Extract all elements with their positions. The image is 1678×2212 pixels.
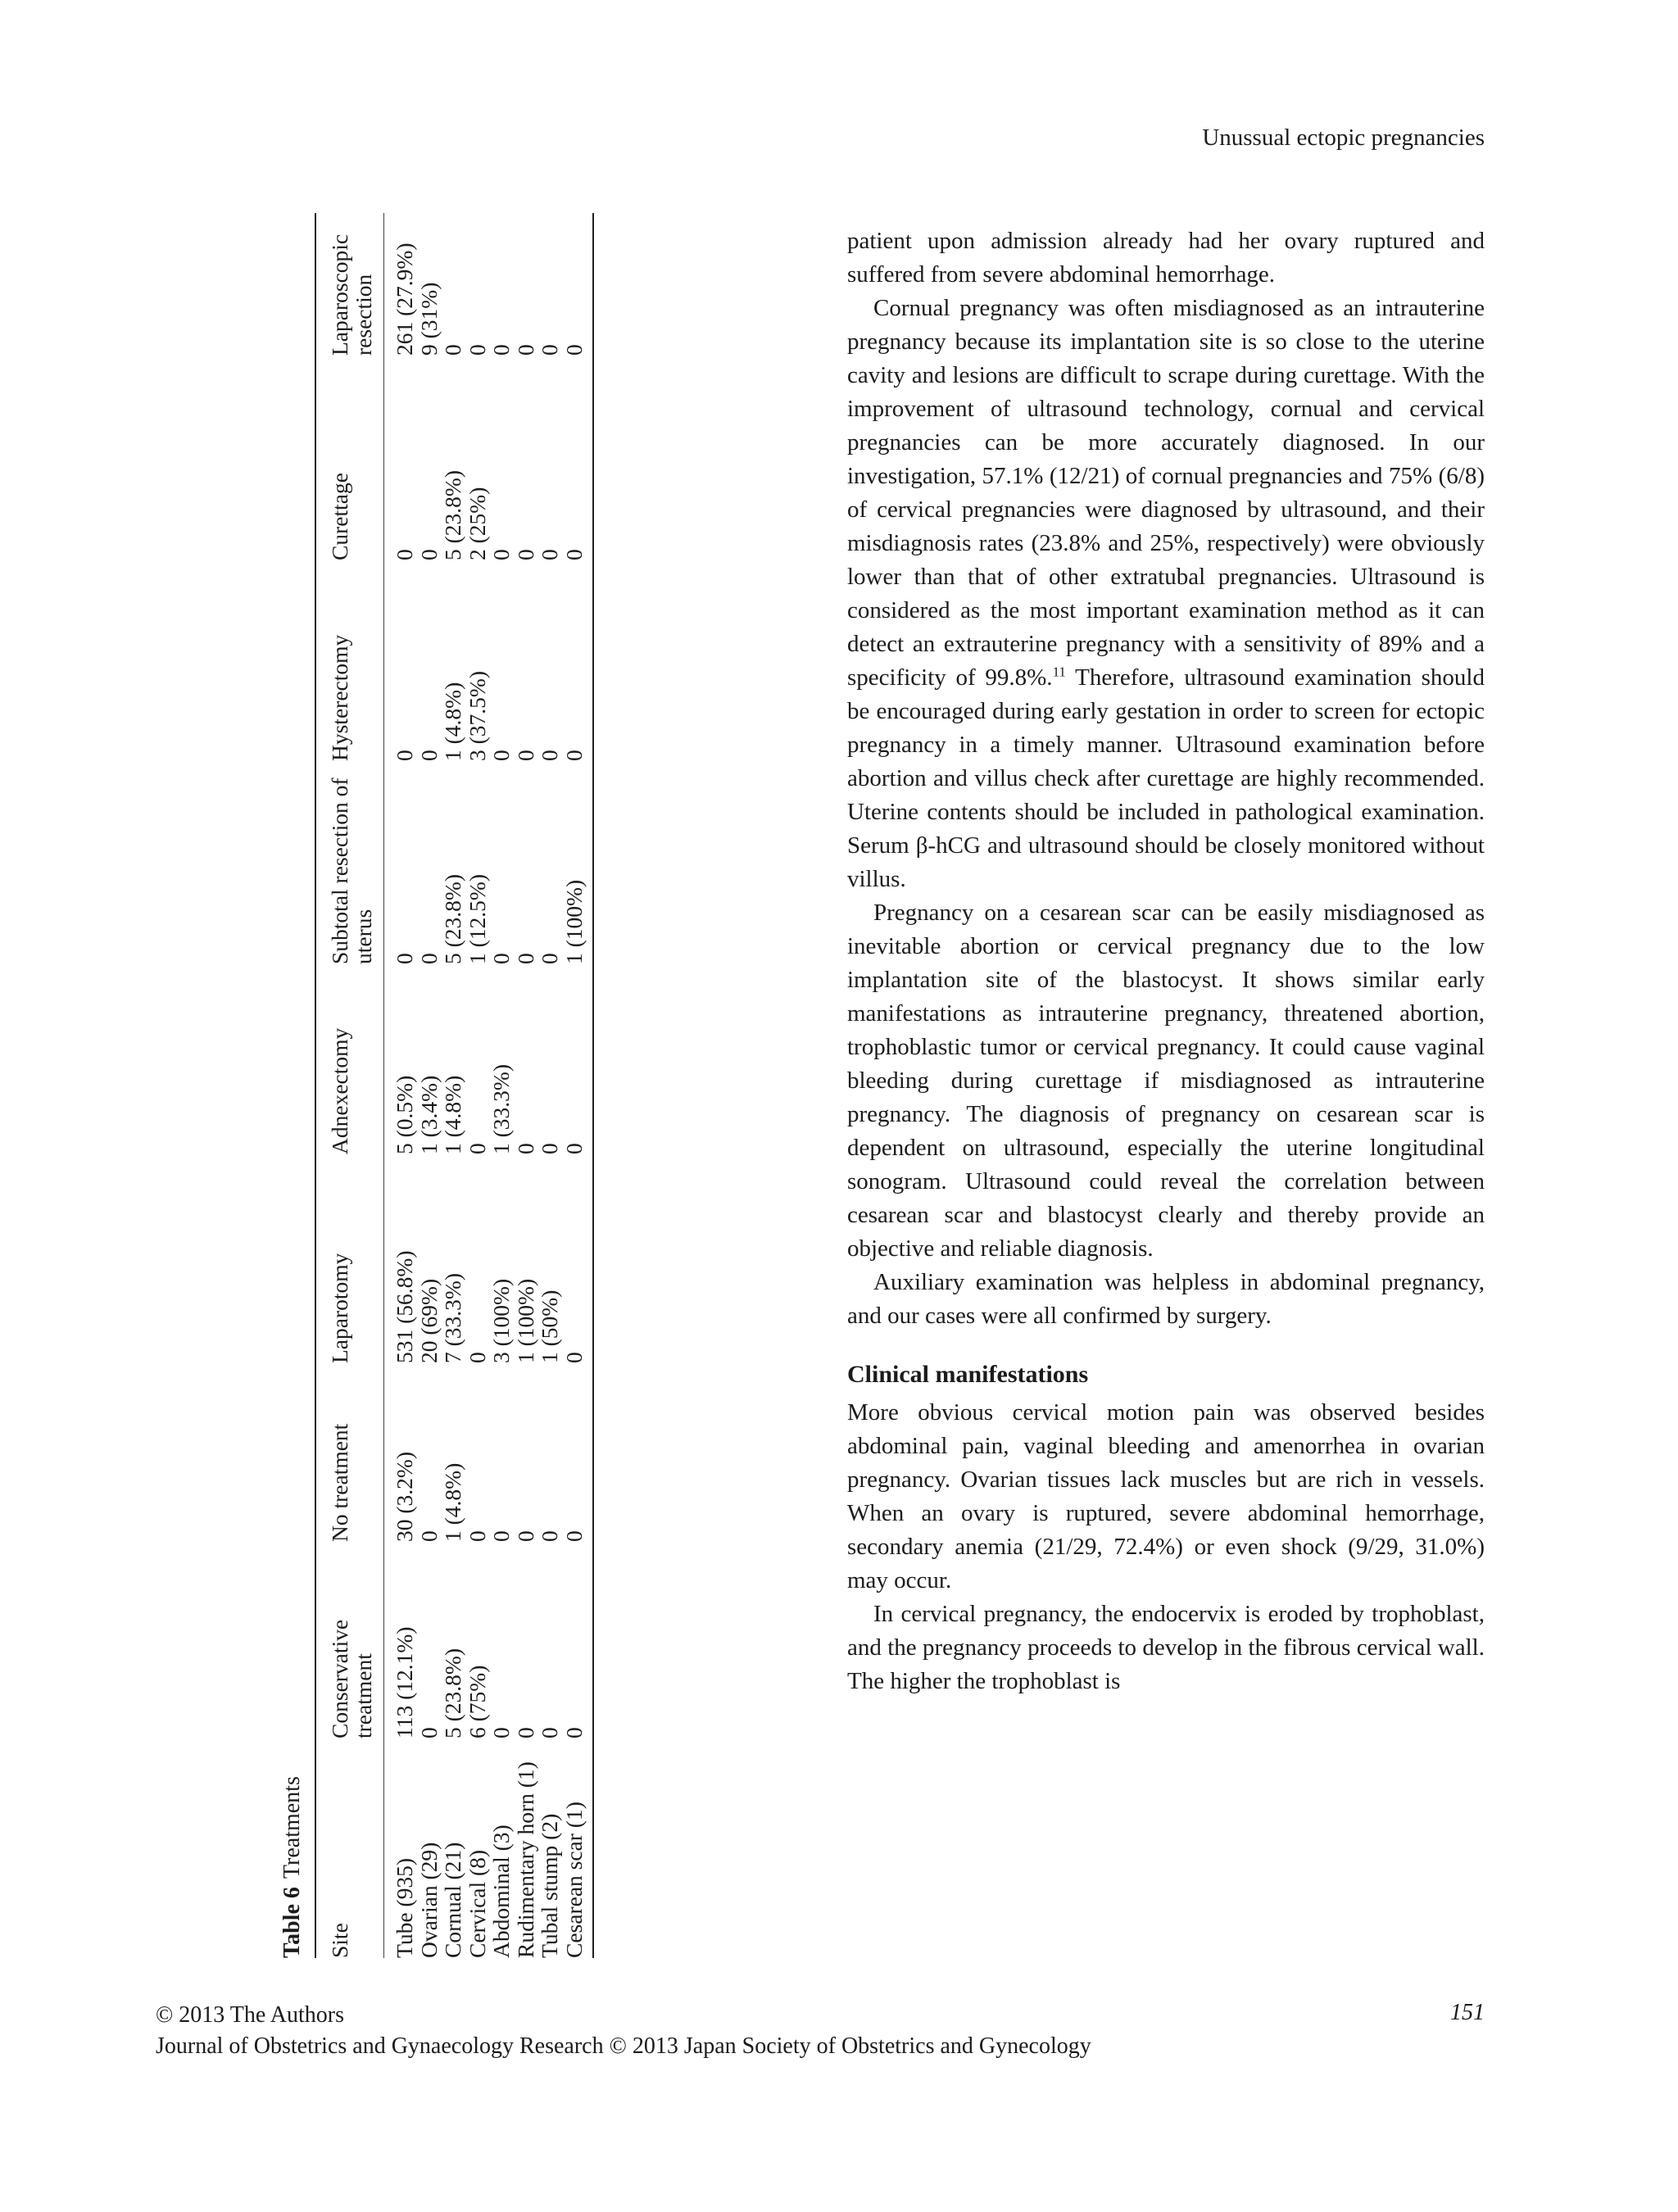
table-row [465,213,490,1958]
table-cell: 1 (3.4%) [415,1075,442,1154]
table-cell: 0 [488,750,514,761]
table-cell: 0 [537,953,562,964]
table-cell: 0 [512,1727,538,1738]
table-cell: 0 [512,1143,538,1154]
table-cell: 0 [392,549,417,560]
table-cell: 30 (3.2%) [392,1452,417,1542]
table-cell: Cervical (8) [464,1849,490,1958]
table-cell: 1 (33.3%) [488,1064,514,1154]
table-cell: 0 [560,1530,587,1542]
table-cell: 7 (33.3%) [440,1273,465,1363]
paragraph-text: Cornual pregnancy was often misdiagnosed as an intrauterine pregnancy because its implantation site is so close to the uterine cavity and lesions are difficult to scrape during curettage. With the improvement of ultrasound technology, cornual and cervical pregnancies can be more accurately diagnosed. In our investigation, 57.1% (12/21) of cornual pregnancies and 75% (6/8) of cervical pregnancies were diagnosed by ultrasound, and their misdiagnosis rates (23.8% and 25%, respectively) were obviously lower than that of other extratubal pregnancies. Ultrasound is considered as the most important examination method as it can detect an extrauterine pregnancy with a sensitivity of 89% and a specificity of 99.8%. [847,295,1485,691]
table-cell: Ovarian (29) [415,1842,442,1958]
table-cell: 3 (100%) [488,1278,514,1363]
table-row [489,213,514,1958]
table-cell: 0 [415,549,442,560]
paragraph: Pregnancy on a cesarean scar can be easily misdiagnosed as inevitable abortion or cervical pregnancy due to the low implantation site of the blastocyst. It shows similar early manifestations as intrauterine pregnancy, threatened abortion, trophoblastic tumor or cervical pregnancy. It could cause vaginal bleeding during curettage if misdiagnosed as intrauterine pregnancy. The diagnosis of pregnancy on cesarean scar is dependent on ultrasound, especially the uterine longitudinal sonogram. Ultrasound could reveal the correlation between cesarean scar and blastocyst clearly and thereby provide an objective and reliable diagnosis. [847,900,1485,1262]
table-cell: Tube (935) [392,1858,417,1958]
table-cell: 9 (31%) [415,282,442,356]
table-cell: 0 [415,953,442,964]
table-cell: Abdominal (3) [488,1824,514,1958]
column-header: No treatment [315,1363,384,1542]
table-cell: 0 [560,344,587,356]
page-number: 151 [1450,2000,1485,2025]
table-cell: 5 (23.8%) [440,470,465,560]
paragraph: Auxiliary examination was helpless in abdominal pregnancy, and our cases were all confirmed by surgery. [847,1269,1485,1329]
table-cell: 3 (37.5%) [464,671,490,761]
running-head: Unussual ectopic pregnancies [1202,125,1485,151]
table-cell: Rudimentary horn (1) [512,1761,538,1958]
table-cell: 20 (69%) [415,1278,442,1363]
table-cell: 0 [537,549,562,560]
table-cell: 0 [512,344,538,356]
table-cell: 0 [512,1530,538,1542]
table-cell: 0 [488,344,514,356]
paragraph: patient upon admission already had her ovary ruptured and suffered from severe abdominal hemorrhage. [847,228,1485,288]
table-title: Treatments [279,1776,305,1879]
footer [156,2000,1091,2062]
table-cell: Tubal stump (2) [537,1813,562,1958]
column-header: Subtotal resection of uterus [315,761,384,964]
table-cell: 0 [488,953,514,964]
table-cell: 0 [537,344,562,356]
table-cell: 531 (56.8%) [392,1250,417,1363]
table-label: Table 6 [279,1887,305,1958]
data-table [315,213,594,1958]
table-cell: 0 [464,1143,490,1154]
table-cell: 0 [560,549,587,560]
table-cell: 0 [392,750,417,761]
table-cell: 0 [560,1143,587,1154]
paragraph [847,292,1485,896]
table-cell: 0 [560,1352,587,1363]
table-cell: 0 [415,1530,442,1542]
column-header: Conservative treatment [315,1542,384,1738]
paragraph: More obvious cervical motion pain was observed besides abdominal pain, vaginal bleeding and amenorrhea in ovarian pregnancy. Ovarian tissues lack muscles but are rich in vessels. When an ovary is ruptured, severe abdominal hemorrhage, secondary anemia (21/29, 72.4%) or even shock (9/29, 31.0%) may occur. [847,1399,1485,1593]
table-cell: 5 (23.8%) [440,874,465,964]
table-cell: Cornual (21) [440,1842,465,1958]
table-row [417,213,442,1958]
table-row [514,213,538,1958]
table-cell: 1 (100%) [560,879,587,964]
journal-line: Journal of Obstetrics and Gynaecology Research © 2013 Japan Society of Obstetrics and Gynecology [156,2033,1091,2059]
table-cell: 0 [537,1143,562,1154]
table-cell: 0 [440,344,465,356]
table-cell: 0 [464,1352,490,1363]
section-heading: Clinical manifestations [847,1361,1089,1388]
paragraph: In cervical pregnancy, the endocervix is eroded by trophoblast, and the pregnancy proceeds to develop in the fibrous cervical wall. The higher the trophoblast is [847,1601,1485,1694]
table-cell: 0 [392,953,417,964]
table-cell: 0 [464,1530,490,1542]
table-cell: 0 [512,549,538,560]
table-cell: 1 (4.8%) [440,682,465,761]
table-cell: 0 [560,1727,587,1738]
table-cell: 0 [537,1530,562,1542]
table-cell: 0 [488,1530,514,1542]
table-cell: 2 (25%) [464,487,490,560]
table-cell: 1 (50%) [537,1290,562,1363]
table-cell: 0 [415,750,442,761]
table-cell: 0 [537,750,562,761]
table-row [441,213,465,1958]
table-body [384,213,594,1958]
column-header: Curettage [315,356,384,560]
table-cell: 1 (4.8%) [440,1462,465,1542]
table-row [384,213,417,1958]
table-header-row [315,213,384,1958]
table-cell: 6 (75%) [464,1665,490,1738]
table-cell: 0 [512,750,538,761]
reference-superscript: 11 [1052,664,1066,680]
table-cell: 113 (12.1%) [392,1626,417,1738]
table-cell: 261 (27.9%) [392,243,417,356]
body-text-column [847,224,1485,1698]
column-header: Adnexectomy [315,964,384,1154]
table-cell: 0 [415,1727,442,1738]
table-caption [279,213,315,1958]
table-row [537,213,562,1958]
column-header: Laparotomy [315,1154,384,1363]
table-cell: 1 (4.8%) [440,1075,465,1154]
table-cell: 0 [512,953,538,964]
table-cell: 0 [488,1727,514,1738]
table-cell: 0 [464,344,490,356]
table-cell: 1 (100%) [512,1278,538,1363]
paragraph-text: Therefore, ultrasound examination should be encouraged during early gestation in order to screen for ectopic pregnancy in a timely manner. Ultrasound examination before abortion and villus check after curettage are highly recommended. Uterine contents should be included in pathological examination. Serum β-hCG and ultrasound should be closely monitored without villus. [847,664,1485,892]
table-cell: 0 [560,750,587,761]
table-cell: 0 [537,1727,562,1738]
table-cell: 0 [488,549,514,560]
table-cell: 1 (12.5%) [464,874,490,964]
column-header: Hysterectomy [315,560,384,761]
table-cell: 5 (23.8%) [440,1648,465,1738]
table-cell: 5 (0.5%) [392,1075,417,1154]
table-row [562,213,594,1958]
treatments-table [279,213,664,1958]
table-cell: Cesarean scar (1) [560,1802,587,1958]
column-header: Laparoscopic resection [315,213,384,356]
copyright-line: © 2013 The Authors [156,2002,344,2028]
column-header: Site [315,1738,384,1958]
